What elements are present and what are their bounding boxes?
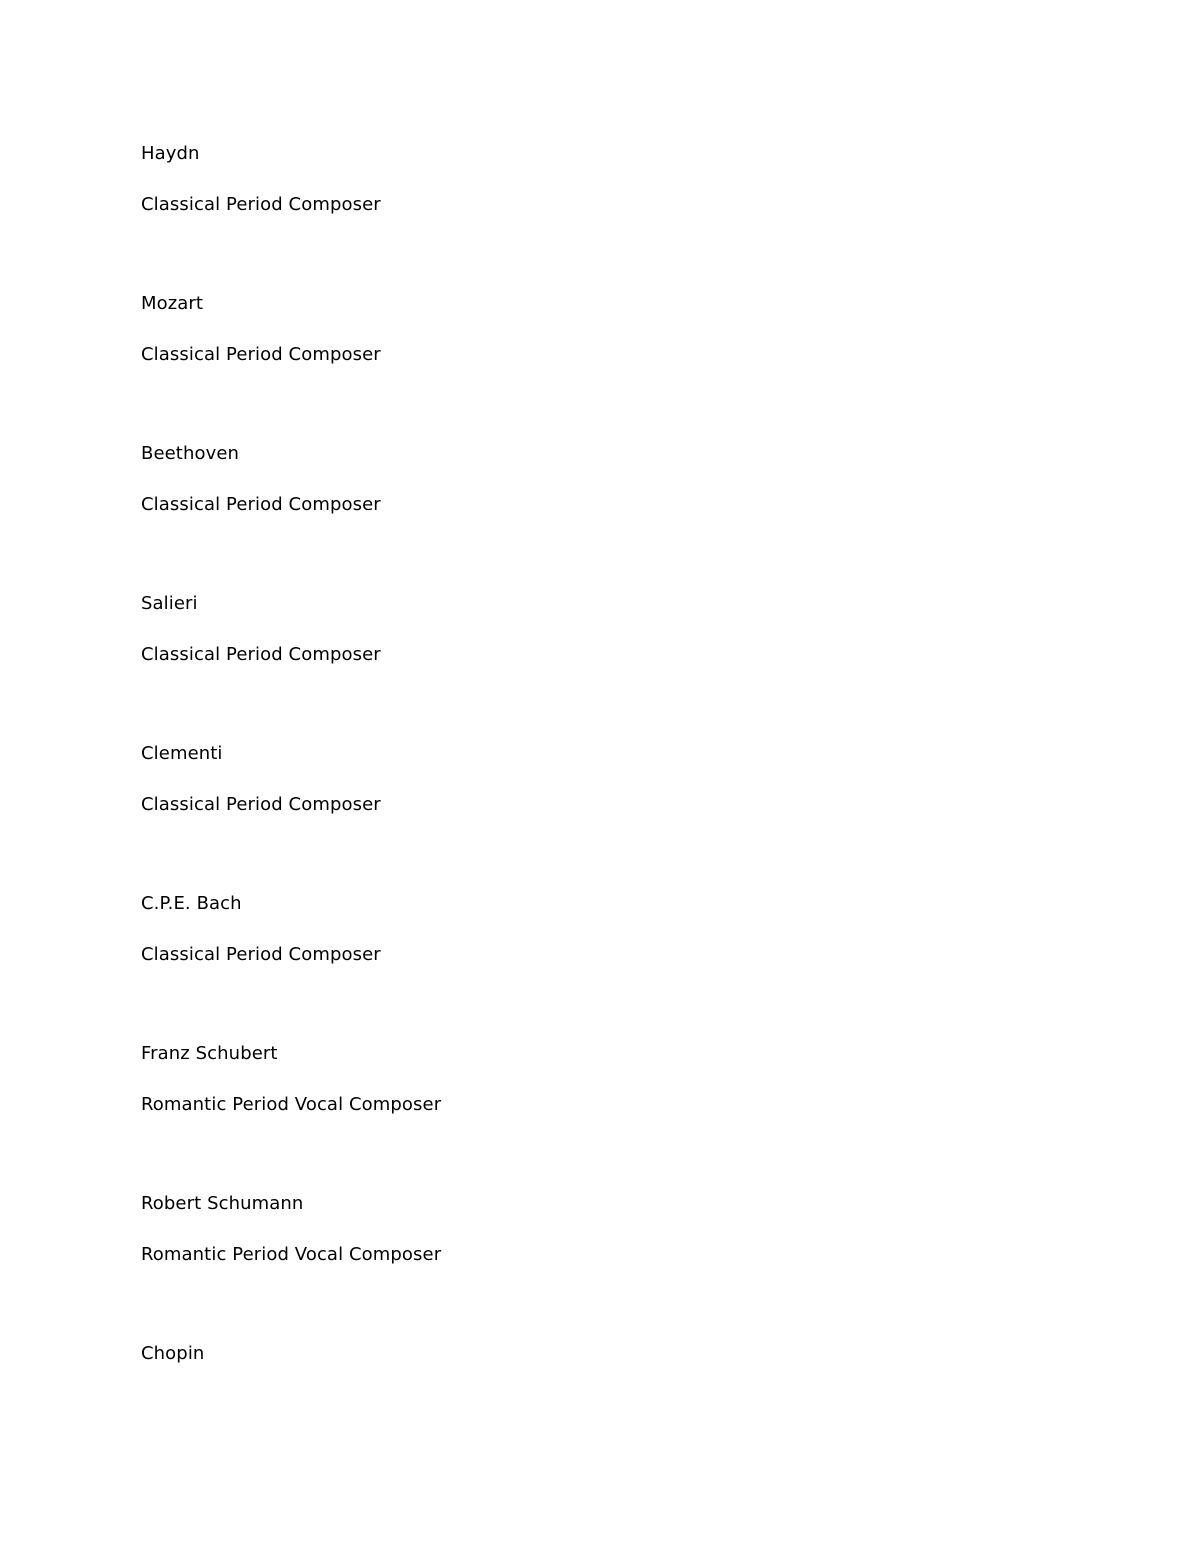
composer-entry <box>141 140 1041 290</box>
composer-list <box>141 140 1041 1490</box>
composer-name: Haydn <box>141 143 200 164</box>
composer-entry <box>141 890 1041 1040</box>
composer-entry <box>141 1340 1041 1490</box>
composer-name: C.P.E. Bach <box>141 893 242 914</box>
composer-description: Classical Period Composer <box>141 494 381 515</box>
composer-name: Franz Schubert <box>141 1043 278 1064</box>
composer-description: Classical Period Composer <box>141 794 381 815</box>
composer-entry <box>141 740 1041 890</box>
composer-entry <box>141 1190 1041 1340</box>
composer-name: Salieri <box>141 593 198 614</box>
composer-description: Classical Period Composer <box>141 344 381 365</box>
composer-name: Robert Schumann <box>141 1193 304 1214</box>
composer-name: Beethoven <box>141 443 240 464</box>
composer-description: Romantic Period Vocal Composer <box>141 1094 442 1115</box>
composer-name: Mozart <box>141 293 204 314</box>
composer-entry <box>141 290 1041 440</box>
composer-name: Chopin <box>141 1343 205 1364</box>
composer-entry <box>141 440 1041 590</box>
composer-description: Classical Period Composer <box>141 644 381 665</box>
composer-name: Clementi <box>141 743 223 764</box>
composer-description: Classical Period Composer <box>141 944 381 965</box>
composer-entry <box>141 590 1041 740</box>
composer-description: Classical Period Composer <box>141 194 381 215</box>
composer-entry <box>141 1040 1041 1190</box>
composer-description: Romantic Period Vocal Composer <box>141 1244 442 1265</box>
